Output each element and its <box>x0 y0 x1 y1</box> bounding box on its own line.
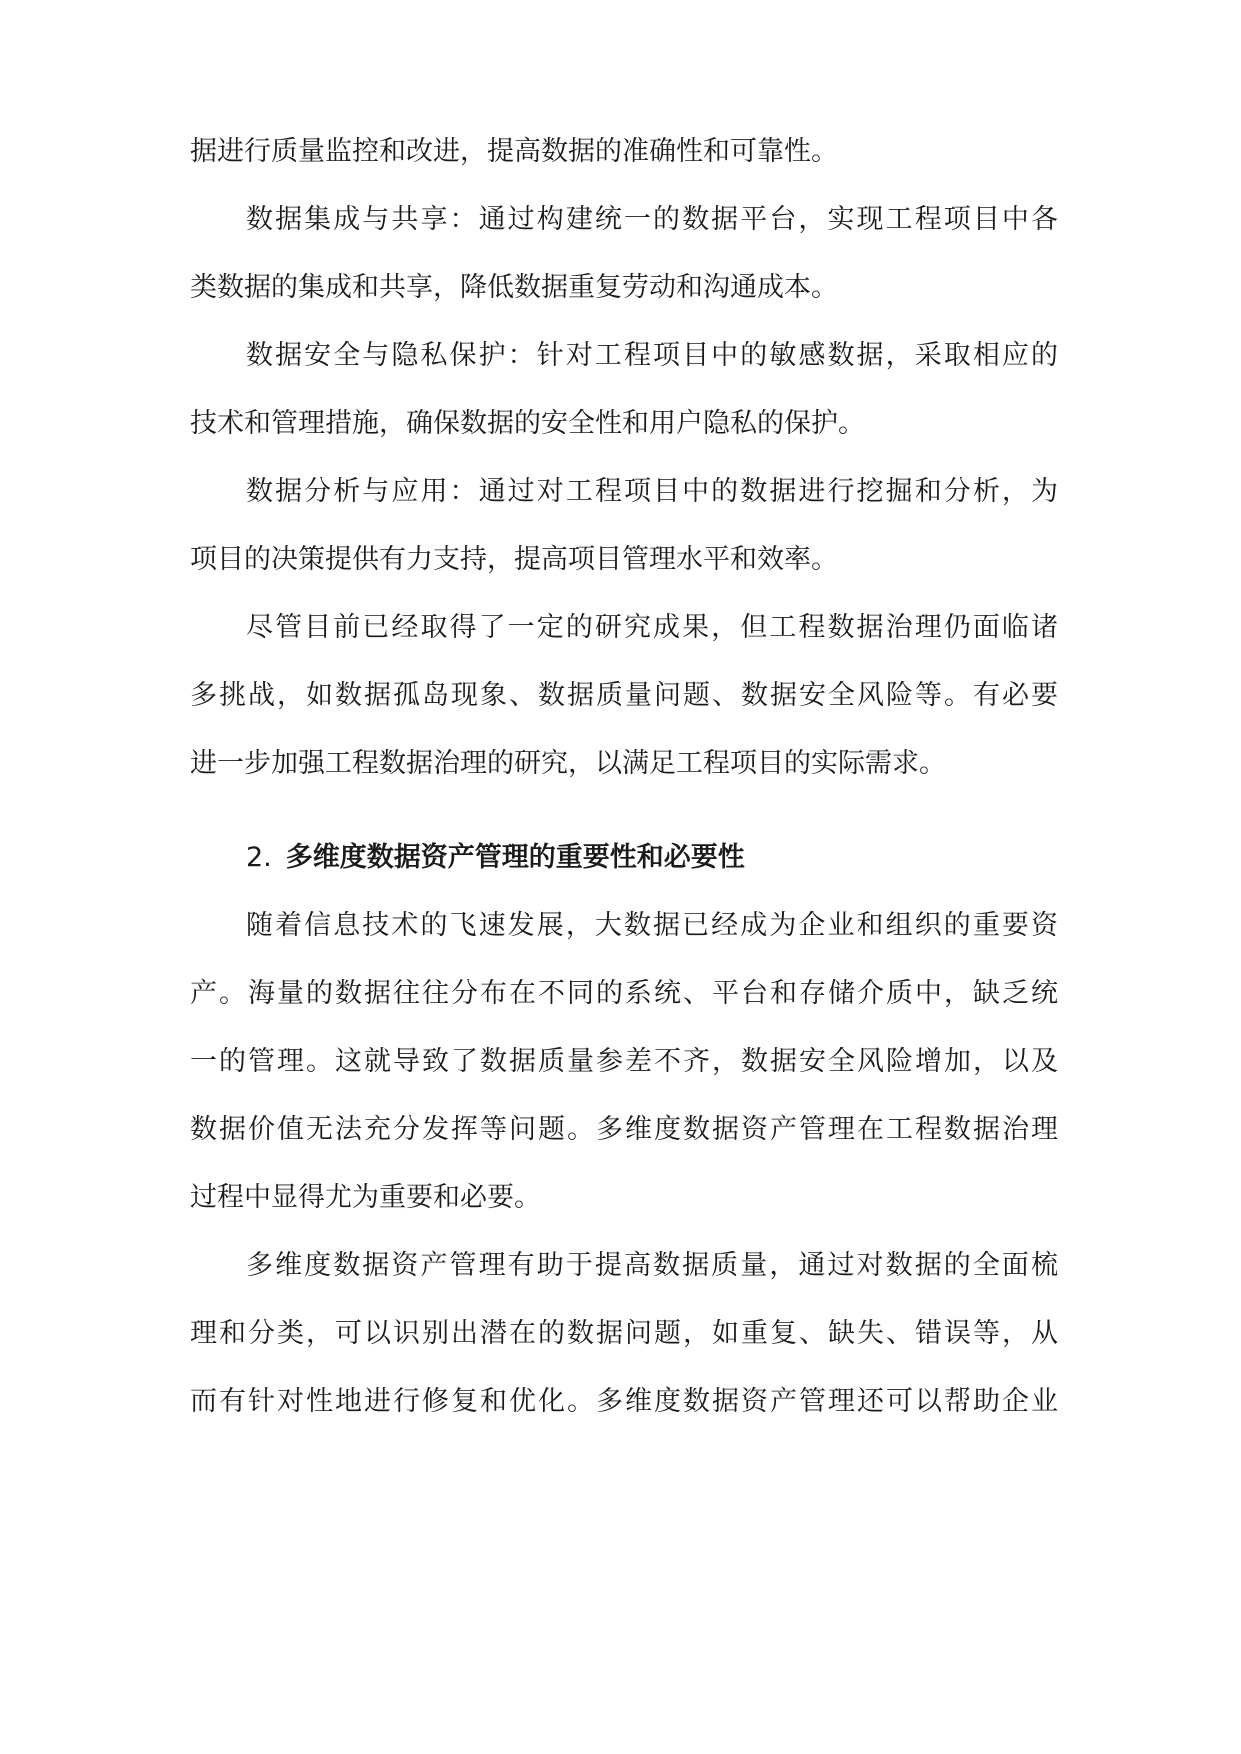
section-title: 多维度数据资产管理的重要性和必要性 <box>285 842 745 873</box>
paragraph-line: 类数据的集成和共享，降低数据重复劳动和沟通成本。 <box>190 272 838 303</box>
paragraph-line: 数据分析与应用：通过对工程项目中的数据进行挖掘和分析，为 <box>246 476 1058 507</box>
paragraph-line: 产。海量的数据往往分布在不同的系统、平台和存储介质中，缺乏统 <box>190 978 1058 1009</box>
section-number: 2. <box>246 842 272 873</box>
paragraph-line: 理和分类，可以识别出潜在的数据问题，如重复、缺失、错误等，从 <box>190 1318 1058 1349</box>
paragraph-line: 数据价值无法充分发挥等问题。多维度数据资产管理在工程数据治理 <box>190 1114 1058 1145</box>
paragraph-line: 多维度数据资产管理有助于提高数据质量，通过对数据的全面梳 <box>246 1250 1058 1281</box>
paragraph-line: 数据安全与隐私保护：针对工程项目中的敏感数据，采取相应的 <box>246 340 1058 371</box>
paragraph-line: 尽管目前已经取得了一定的研究成果，但工程数据治理仍面临诸 <box>246 612 1058 643</box>
paragraph-line: 过程中显得尤为重要和必要。 <box>190 1182 541 1213</box>
section-heading <box>246 838 745 878</box>
paragraph-line: 技术和管理措施，确保数据的安全性和用户隐私的保护。 <box>190 408 865 439</box>
paragraph-line: 而有针对性地进行修复和优化。多维度数据资产管理还可以帮助企业 <box>190 1386 1058 1417</box>
paragraph-line: 据进行质量监控和改进，提高数据的准确性和可靠性。 <box>190 136 838 167</box>
paragraph-line: 数据集成与共享：通过构建统一的数据平台，实现工程项目中各 <box>246 204 1058 235</box>
paragraph-line: 一的管理。这就导致了数据质量参差不齐，数据安全风险增加，以及 <box>190 1046 1058 1077</box>
document-page <box>190 0 1058 1754</box>
paragraph-line: 随着信息技术的飞速发展，大数据已经成为企业和组织的重要资 <box>246 910 1058 941</box>
paragraph-line: 项目的决策提供有力支持，提高项目管理水平和效率。 <box>190 544 838 575</box>
paragraph-line: 多挑战，如数据孤岛现象、数据质量问题、数据安全风险等。有必要 <box>190 680 1058 711</box>
paragraph-line: 进一步加强工程数据治理的研究，以满足工程项目的实际需求。 <box>190 748 946 779</box>
